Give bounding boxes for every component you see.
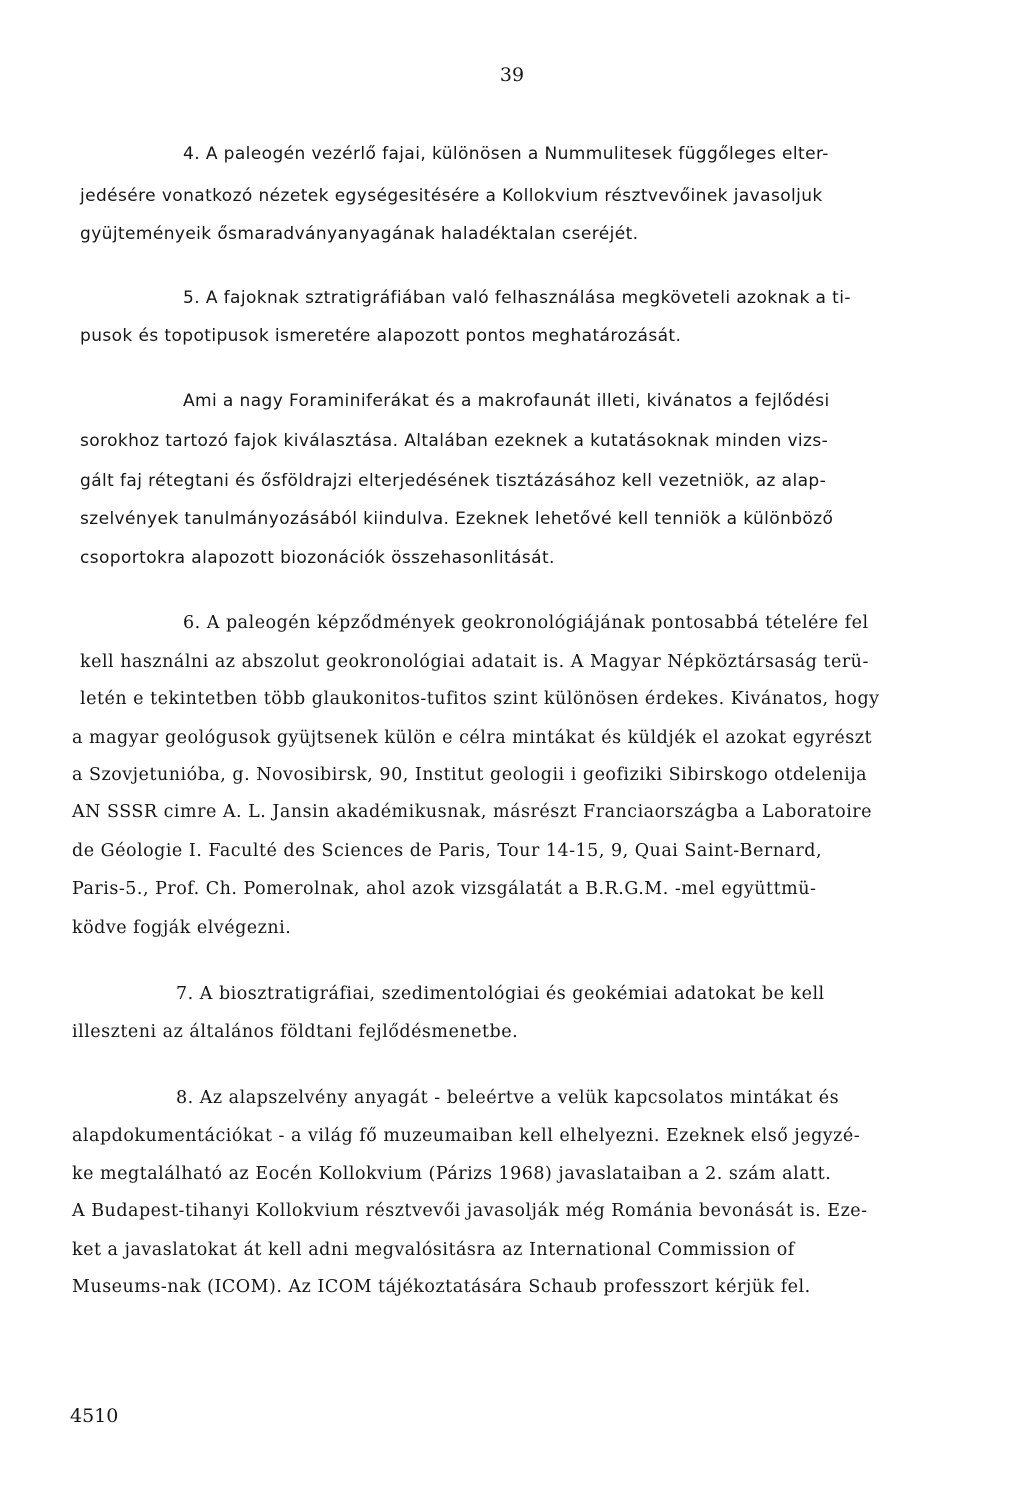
text-line: sorokhoz tartozó fajok kiválasztása. Altalában ezeknek a kutatásoknak minden vizs- [80, 431, 829, 451]
text-line: Ami a nagy Foraminiferákat és a makrofaunát illeti, kivánatos a fejlődési [183, 391, 830, 411]
text-line: szelvények tanulmányozásából kiindulva. Ezeknek lehetővé kell tenniök a különböző [80, 509, 834, 529]
text-line: A Budapest-tihanyi Kollokvium résztvevői javasolják még Románia bevonását is. Eze- [72, 1201, 868, 1221]
text-line: 6. A paleogén képződmények geokronológiájának pontosabbá tételére fel [183, 613, 869, 633]
text-line: 8. Az alapszelvény anyagát - beleértve a velük kapcsolatos mintákat és [176, 1088, 840, 1108]
text-line: Paris-5., Prof. Ch. Pomerolnak, ahol azok vizsgálatát a B.R.G.M. -mel együttmü- [72, 879, 817, 899]
text-line: illeszteni az általános földtani fejlődésmenetbe. [72, 1022, 519, 1042]
text-line: gyüjteményeik ősmaradványanyagának haladéktalan cseréjét. [80, 224, 639, 244]
text-line: kell használni az abszolut geokronológiai adatait is. A Magyar Népköztársaság terü- [80, 652, 869, 672]
footer-code: 4510 [70, 1405, 119, 1427]
text-line: letén e tekintetben több glaukonitos-tufitos szint különösen érdekes. Kivánatos, hogy [80, 689, 880, 709]
text-line: jedésére vonatkozó nézetek egységesitésére a Kollokvium résztvevőinek javasoljuk [80, 186, 823, 206]
text-line: 5. A fajoknak sztratigráfiában való felhasználása megköveteli azoknak a ti- [183, 288, 851, 308]
text-line: gált faj rétegtani és ősföldrajzi elterjedésének tisztázásához kell vezetniök, az alap- [80, 471, 827, 491]
text-line: pusok és topotipusok ismeretére alapozott pontos meghatározását. [80, 326, 682, 346]
text-line: 4. A paleogén vezérlő fajai, különösen a Nummulitesek függőleges elter- [183, 144, 829, 164]
text-line: de Géologie I. Faculté des Sciences de Paris, Tour 14-15, 9, Quai Saint-Bernard, [72, 841, 823, 861]
text-line: csoportokra alapozott biozonációk összehasonlitását. [80, 548, 555, 568]
text-line: a Szovjetunióba, g. Novosibirsk, 90, Institut geologii i geofiziki Sibirskogo otdelenija [72, 765, 868, 785]
text-line: Museums-nak (ICOM). Az ICOM tájékoztatására Schaub professzort kérjük fel. [72, 1277, 811, 1297]
text-line: ködve fogják elvégezni. [72, 918, 292, 938]
text-line: ket a javaslatokat át kell adni megvalósitásra az International Commission of [72, 1240, 795, 1260]
text-line: a magyar geológusok gyüjtsenek külön e célra mintákat és küldjék el azokat egyrészt [72, 728, 873, 748]
page-number: 39 [499, 64, 525, 86]
text-line: 7. A biosztratigráfiai, szedimentológiai és geokémiai adatokat be kell [176, 984, 825, 1004]
text-line: alapdokumentációkat - a világ fő muzeumaiban kell elhelyezni. Ezeknek első jegyzé- [72, 1126, 861, 1146]
text-line: AN SSSR cimre A. L. Jansin akadémikusnak, másrészt Franciaországba a Laboratoire [72, 802, 873, 822]
text-line: ke megtalálható az Eocén Kollokvium (Párizs 1968) javaslataiban a 2. szám alatt. [72, 1164, 832, 1184]
